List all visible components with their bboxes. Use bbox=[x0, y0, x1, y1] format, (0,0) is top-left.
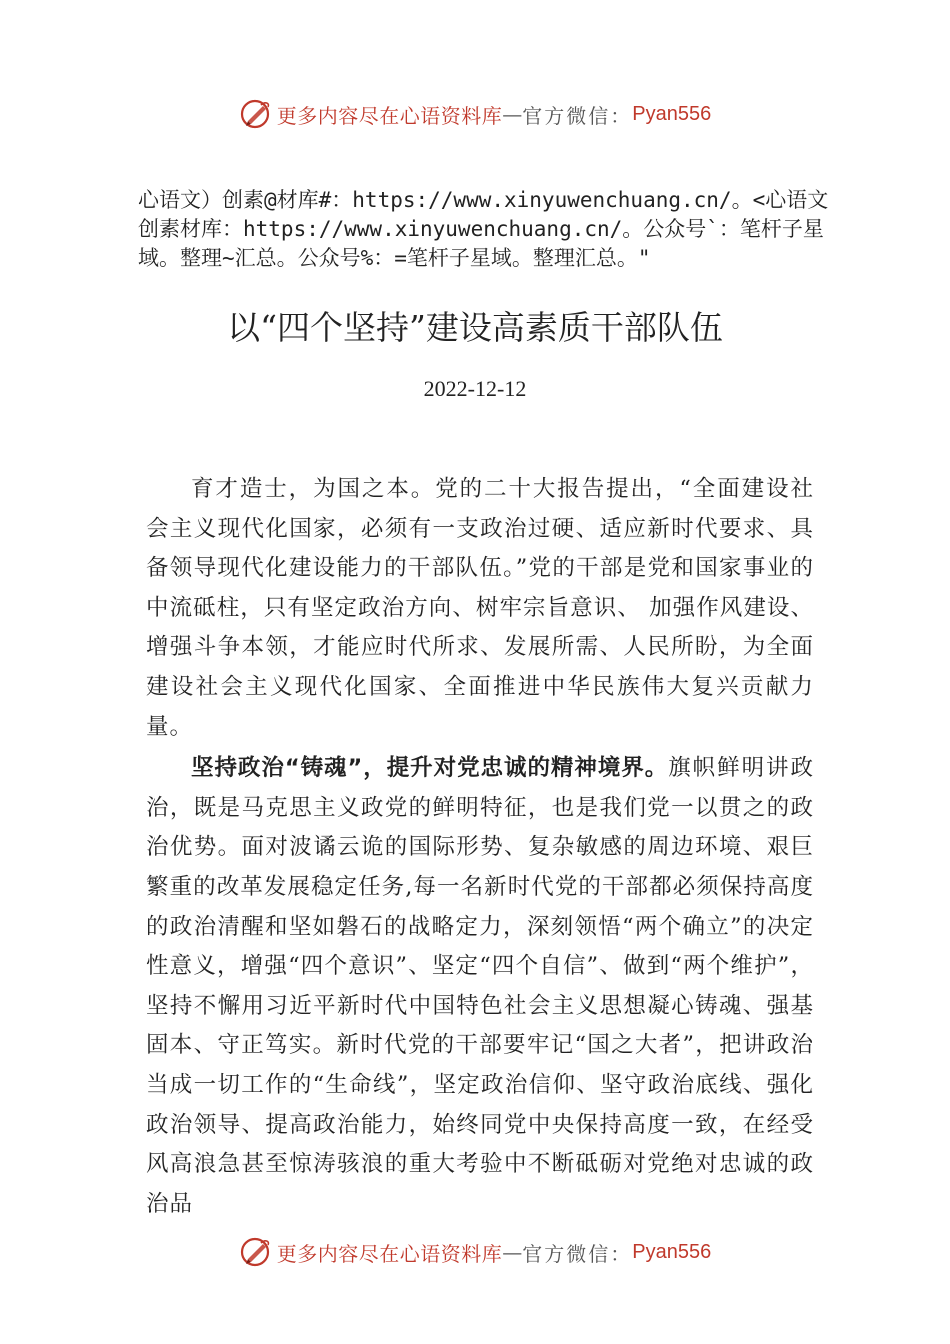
banner-separator: — bbox=[502, 1240, 523, 1264]
banner-separator: — bbox=[502, 102, 523, 126]
paragraph-body: 旗帜鲜明讲政治，既是马克思主义政党的鲜明特征，也是我们党一以贯之的政治优势。面对波谲云诡的国际形势、复杂敏感的周边环境、艰巨繁重的改革发展稳定任务,每一名新时代党的干部都必须保持高度的政治清醒和坚如磐石的战略定力，深刻领悟“两个确立”的决定性意义，增强“四个意识”、坚定“四个自信”、做到“两个维护”，坚持不懈用习近平新时代中国特色社会主义思想凝心铸魂、强基固本、守正笃实。新时代党的干部要牢记“国之大者”，把讲政治当成一切工作的“生命线”，坚定政治信仰、坚守政治底线、强化政治领导、提高政治能力，始终同党中央保持高度一致，在经受风高浪急甚至惊涛骇浪的重大考验中不断砥砺对党绝对忠诚的政治品 bbox=[146, 755, 814, 1217]
article-title: 以“四个坚持”建设高素质干部队伍 bbox=[227, 308, 723, 347]
article-body bbox=[146, 470, 814, 1224]
paragraph bbox=[146, 749, 814, 1224]
banner-wechat-id: Pyan556 bbox=[632, 1240, 712, 1263]
banner-headline: 更多内容尽在心语资料库 bbox=[276, 103, 503, 128]
banner-wechat-id: Pyan556 bbox=[632, 102, 712, 125]
pen-logo-icon bbox=[239, 1235, 273, 1269]
source-note: 心语文）创素@材库#：https://www.xinyuwenchuang.cn/。<心语文创素材库：https://www.xinyuwenchuang.cn/。公众号`：笔杆子星域。整理~汇总。公众号%：=笔杆子星域。整理汇总。" bbox=[138, 188, 829, 270]
article-date: 2022-12-12 bbox=[423, 376, 527, 401]
banner-wechat-label: 官方微信： bbox=[522, 103, 633, 128]
pen-logo-icon bbox=[239, 97, 273, 131]
paragraph: 育才造士，为国之本。党的二十大报告提出，“全面建设社会主义现代化国家，必须有一支政治过硬、适应新时代要求、具备领导现代化建设能力的干部队伍。”党的干部是党和国家事业的中流砥柱，只有坚定政治方向、树牢宗旨意识、 加强作风建设、增强斗争本领，才能应时代所求、发展所需、人民所盼，为全面建设社会主义现代化国家、全面推进中华民族伟大复兴贡献力量。 bbox=[146, 476, 814, 740]
banner-wechat-label: 官方微信： bbox=[522, 1241, 633, 1266]
paragraph-lead: 坚持政治“铸魂”，提升对党忠诚的精神境界。 bbox=[191, 755, 669, 782]
header-banner bbox=[0, 94, 950, 134]
banner-headline: 更多内容尽在心语资料库 bbox=[276, 1241, 503, 1266]
footer-banner bbox=[0, 1232, 950, 1272]
